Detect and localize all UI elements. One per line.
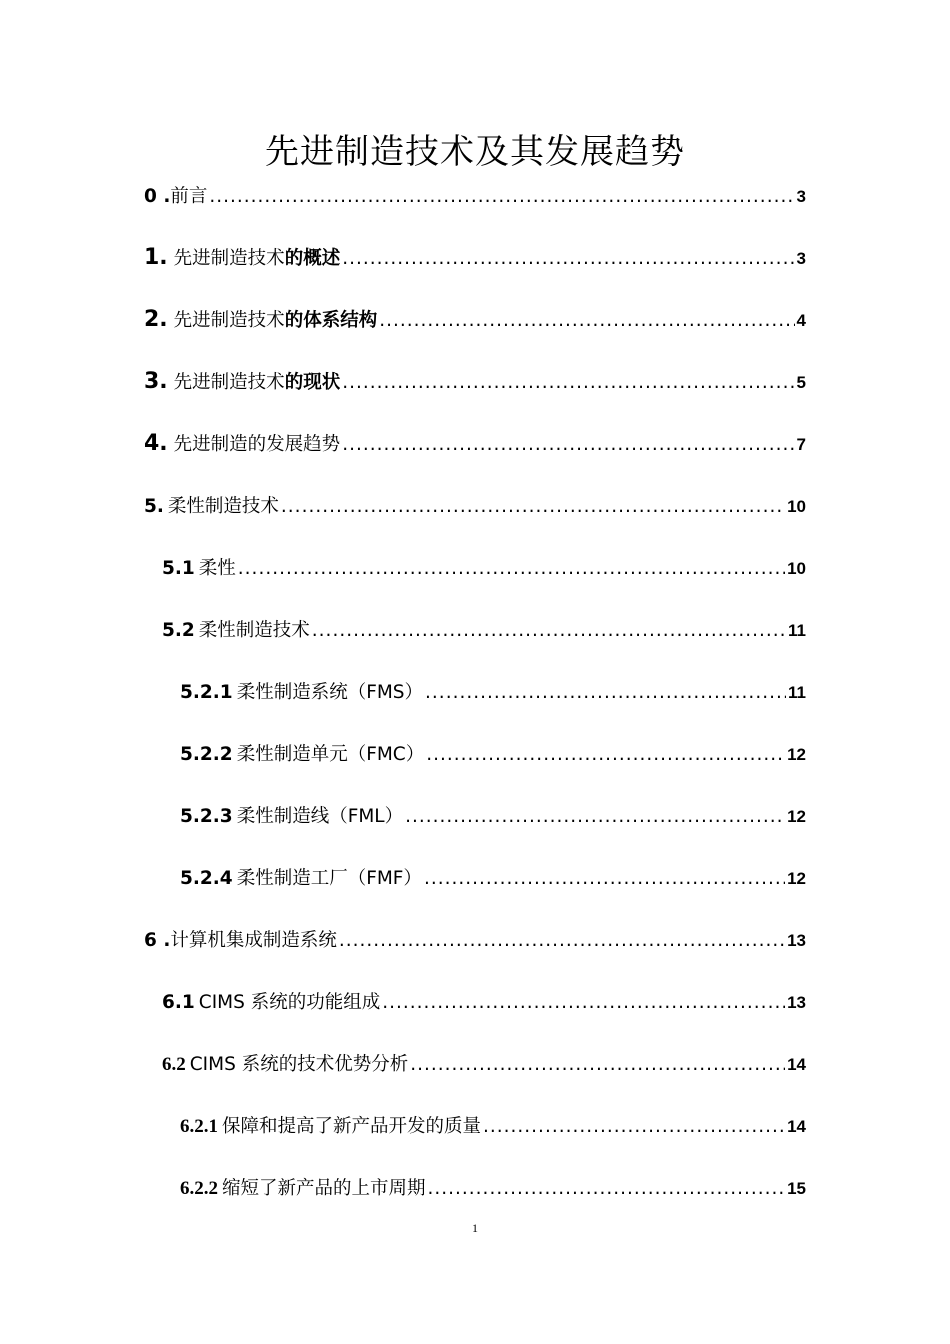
toc-entry-number: 6.2: [162, 1054, 186, 1075]
toc-entry-title: 柔性制造技术: [198, 620, 310, 641]
toc-entry[interactable]: [180, 1112, 806, 1140]
toc-entry-page: 13: [787, 931, 806, 950]
toc-entry-page: 11: [788, 621, 806, 640]
toc-entry-page: 12: [787, 807, 806, 826]
toc-entry[interactable]: [144, 368, 806, 396]
toc-entry-page: 4: [796, 311, 806, 330]
toc-entry-number: 1.: [144, 245, 168, 270]
toc-entry-title-bold: 的概述: [284, 248, 341, 269]
toc-entry[interactable]: [162, 988, 806, 1016]
toc-entry[interactable]: [180, 1174, 806, 1202]
toc-entry-title: 柔性制造单元（FMC）: [236, 744, 425, 765]
toc-entry-title: 缩短了新产品的上市周期: [222, 1178, 426, 1199]
toc-entry[interactable]: [180, 678, 806, 706]
toc-leader: [425, 682, 786, 703]
toc-entry-number: 5.2.3: [180, 806, 233, 827]
toc-entry-title: 柔性制造线（FML）: [236, 806, 404, 827]
toc-entry-page: 3: [796, 187, 806, 206]
toc-entry-number: 2.: [144, 307, 168, 332]
toc-entry-title-bold: 的体系结构: [284, 310, 378, 331]
toc-entry-page: 3: [796, 249, 806, 268]
toc-entry-title: 柔性制造系统（FMS）: [236, 682, 424, 703]
toc-entry-page: 13: [787, 993, 806, 1012]
toc-entry-title-bold: 的现状: [284, 372, 341, 393]
toc-entry-title: 先进制造技术: [173, 248, 285, 269]
toc-entry[interactable]: [162, 554, 806, 582]
toc-entry-title: 柔性: [198, 558, 236, 579]
toc-leader: [483, 1116, 785, 1137]
toc-entry-page: 10: [787, 497, 806, 516]
toc-entry-number: 5.2.2: [180, 744, 233, 765]
toc-leader: [382, 992, 785, 1013]
toc-entry-title: 柔性制造工厂（FMF）: [236, 868, 422, 889]
toc-entry[interactable]: [162, 1050, 806, 1078]
toc-entry-title: 先进制造技术: [173, 310, 285, 331]
toc-entry-number: 6.2.1: [180, 1116, 218, 1137]
toc-entry-number: 5.2: [162, 620, 195, 641]
toc-entry-title: 计算机集成制造系统: [170, 930, 337, 951]
toc-leader: [428, 1178, 786, 1199]
toc-entry[interactable]: [144, 244, 806, 272]
toc-entry[interactable]: [144, 926, 806, 954]
toc-leader: [312, 620, 786, 641]
toc-entry-number: 5.1: [162, 558, 195, 579]
toc-entry[interactable]: [180, 864, 806, 892]
toc-entry-page: 14: [787, 1117, 806, 1136]
toc-entry[interactable]: [144, 182, 806, 210]
document-title: 先进制造技术及其发展趋势: [265, 132, 685, 172]
toc-entry-title: 先进制造的发展趋势: [173, 434, 341, 455]
toc-leader: [426, 744, 785, 765]
toc-entry-title: 先进制造技术: [173, 372, 285, 393]
toc-entry-number: 3.: [144, 369, 168, 394]
toc-leader: [424, 868, 785, 889]
page-number: 1: [472, 1221, 478, 1235]
toc-entry-number: 5.2.4: [180, 868, 233, 889]
toc-entry-number: 6.2.2: [180, 1178, 218, 1199]
toc-leader: [342, 434, 794, 455]
toc-entry-number: 6 .: [144, 930, 171, 951]
toc-entry-page: 12: [787, 869, 806, 888]
toc-entry-number: 4.: [144, 431, 168, 456]
toc-leader: [238, 558, 785, 579]
toc-leader: [410, 1054, 785, 1075]
toc-leader: [379, 310, 794, 331]
toc-entry[interactable]: [180, 802, 806, 830]
toc-entry-title: CIMS 系统的技术优势分析: [189, 1054, 409, 1075]
toc-entry[interactable]: [144, 430, 806, 458]
toc-entry[interactable]: [144, 306, 806, 334]
toc-entry[interactable]: [162, 616, 806, 644]
toc-leader: [339, 930, 785, 951]
toc-leader: [209, 186, 794, 207]
toc-leader: [342, 248, 794, 269]
toc-entry-number: 0 .: [144, 186, 171, 207]
toc-entry[interactable]: [144, 492, 806, 520]
toc-leader: [281, 496, 785, 517]
toc-entry-title: 保障和提高了新产品开发的质量: [222, 1116, 482, 1137]
toc-leader: [405, 806, 785, 827]
toc-entry-page: 15: [787, 1179, 806, 1198]
toc-entry-number: 5.: [144, 496, 164, 517]
toc-entry-title: CIMS 系统的功能组成: [198, 992, 381, 1013]
toc-entry-title: 柔性制造技术: [167, 496, 279, 517]
toc-entry-number: 5.2.1: [180, 682, 233, 703]
toc-entry-title: 前言: [170, 186, 208, 207]
toc-entry-page: 7: [796, 435, 806, 454]
toc-entry-page: 12: [787, 745, 806, 764]
toc-entry-number: 6.1: [162, 992, 195, 1013]
toc-entry-page: 10: [787, 559, 806, 578]
toc-entry-page: 14: [787, 1055, 806, 1074]
toc-entry-page: 5: [796, 373, 806, 392]
toc-leader: [342, 372, 794, 393]
toc-entry[interactable]: [180, 740, 806, 768]
toc-entry-page: 11: [788, 683, 806, 702]
